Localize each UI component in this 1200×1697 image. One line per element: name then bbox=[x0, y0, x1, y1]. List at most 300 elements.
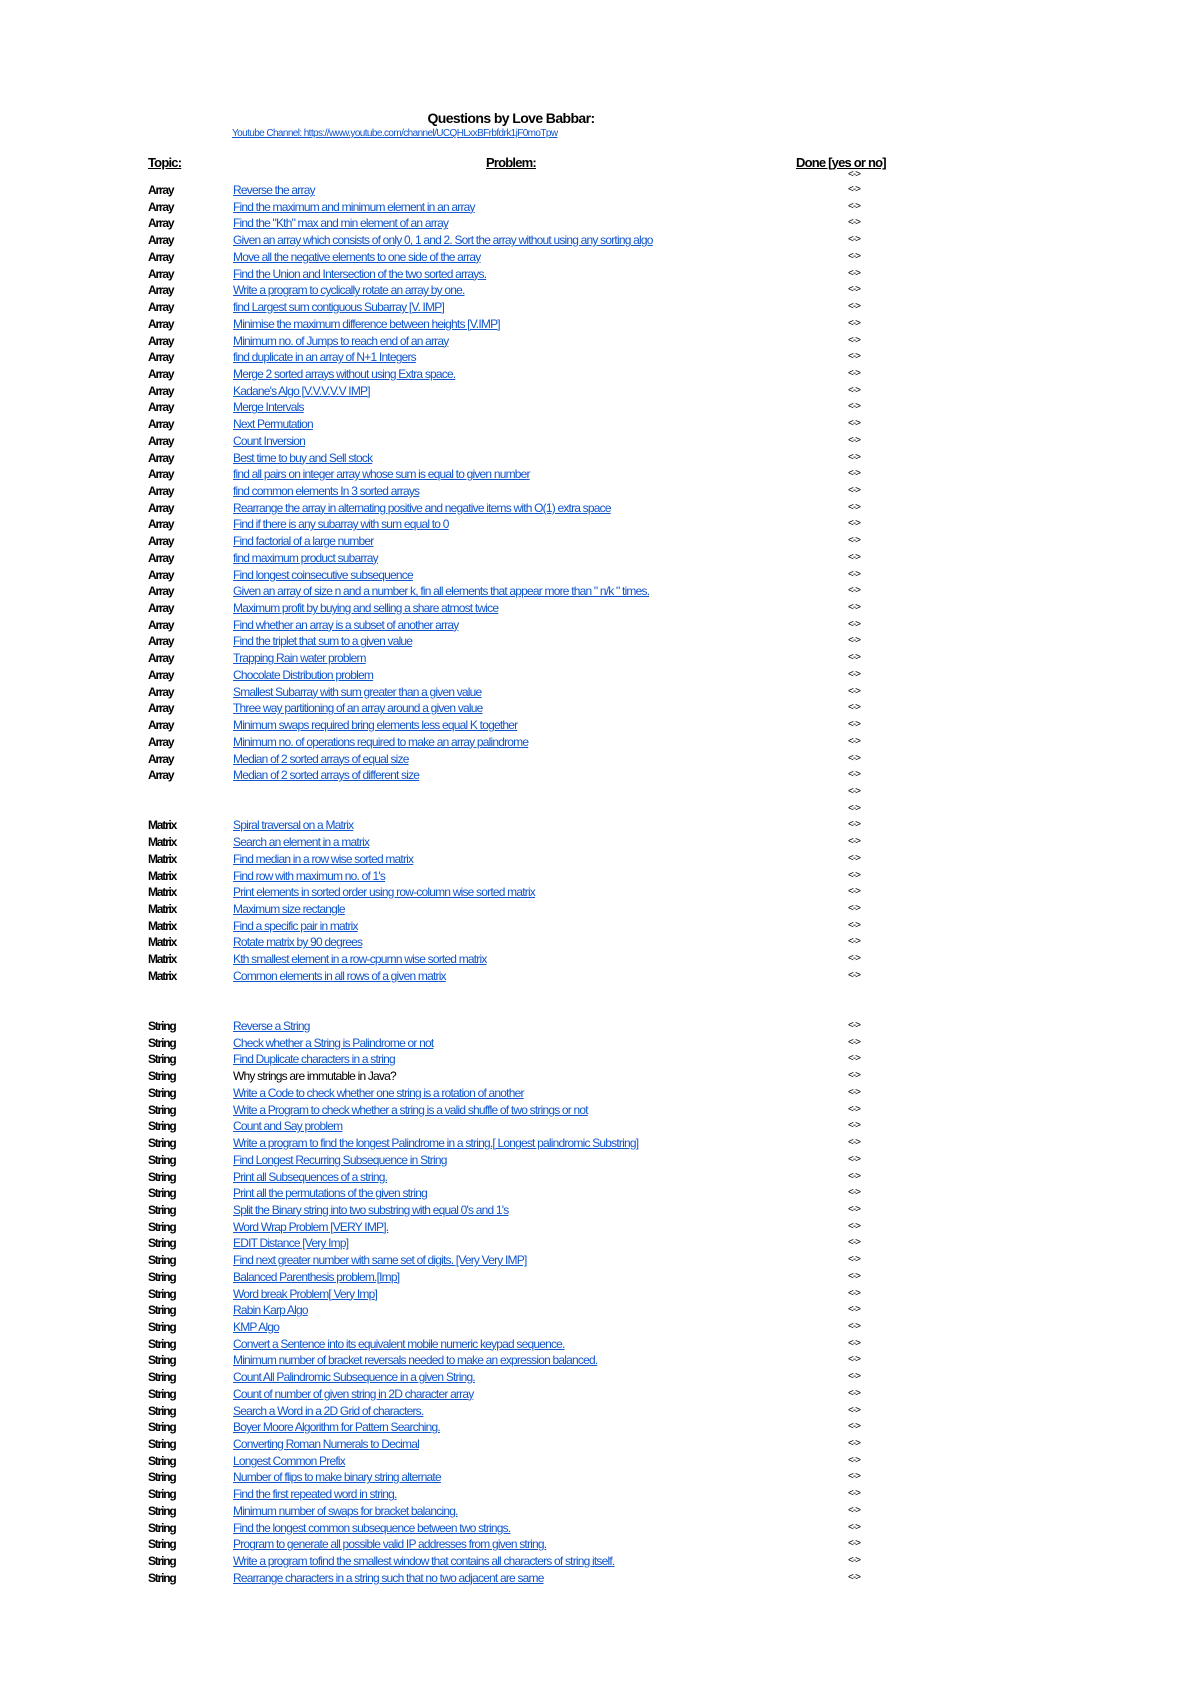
problem-link[interactable]: Balanced Parenthesis problem.[Imp] bbox=[233, 1269, 400, 1284]
done-status: <-> bbox=[848, 969, 861, 981]
problem-link[interactable]: Convert a Sentence into its equivalent mobile numeric keypad sequence. bbox=[233, 1336, 565, 1351]
problem-link[interactable]: Reverse a String bbox=[233, 1019, 310, 1033]
row-topic: Array bbox=[148, 333, 174, 348]
problem-link[interactable]: Spiral traversal on a Matrix bbox=[233, 818, 354, 833]
table-row bbox=[0, 1185, 1200, 1202]
table-row bbox=[0, 1436, 1200, 1453]
row-topic: String bbox=[148, 1520, 176, 1535]
row-topic: Array bbox=[148, 350, 174, 365]
problem-link[interactable]: Find the "Kth" max and min element of an array bbox=[233, 216, 449, 231]
problem-link[interactable]: Maximum profit by buying and selling a share atmost twice bbox=[233, 601, 499, 615]
table-row bbox=[0, 918, 1200, 935]
row-topic: Matrix bbox=[148, 868, 177, 883]
done-status: <-> bbox=[848, 903, 861, 914]
row-topic: String bbox=[148, 1169, 176, 1184]
table-row bbox=[0, 1135, 1200, 1152]
row-topic: Array bbox=[148, 233, 174, 248]
table-row bbox=[0, 266, 1200, 283]
table-row bbox=[0, 249, 1200, 266]
row-topic: Array bbox=[148, 584, 174, 599]
table-row bbox=[0, 1336, 1200, 1353]
problem-link[interactable]: Boyer Moore Algorithm for Pattern Searching. bbox=[233, 1420, 440, 1435]
done-status: <-> bbox=[848, 652, 861, 664]
done-status: <-> bbox=[848, 1153, 861, 1165]
problem-link[interactable]: Find next greater number with same set of digits. [Very Very IMP] bbox=[233, 1253, 527, 1268]
done-status: <-> bbox=[848, 1020, 861, 1031]
row-topic: Array bbox=[148, 484, 174, 498]
table-row bbox=[0, 884, 1200, 901]
problem-link[interactable]: KMP Algo bbox=[233, 1320, 280, 1334]
done-status: <-> bbox=[848, 769, 861, 781]
row-topic: Array bbox=[148, 366, 174, 381]
problem-link[interactable]: Find a specific pair in matrix bbox=[233, 918, 358, 933]
problem-link[interactable]: EDIT Distance [Very Imp] bbox=[233, 1236, 349, 1251]
row-topic: String bbox=[148, 1035, 176, 1050]
row-topic: Array bbox=[148, 667, 174, 682]
table-row bbox=[0, 450, 1200, 467]
done-status: <-> bbox=[848, 802, 861, 814]
table-row bbox=[0, 1553, 1200, 1570]
done-column-header: Done [yes or no] bbox=[796, 155, 886, 170]
row-topic: Matrix bbox=[148, 818, 177, 833]
table-row bbox=[0, 851, 1200, 868]
done-status: <-> bbox=[848, 602, 861, 613]
table-row bbox=[0, 650, 1200, 667]
problem-link[interactable]: Find the longest common subsequence between two strings. bbox=[233, 1520, 511, 1535]
table-row bbox=[0, 1503, 1200, 1520]
table-row bbox=[0, 1302, 1200, 1319]
row-topic: Matrix bbox=[148, 851, 177, 866]
row-topic: String bbox=[148, 1453, 176, 1468]
table-row bbox=[0, 1269, 1200, 1286]
done-status: <-> bbox=[848, 234, 861, 246]
table-row bbox=[0, 567, 1200, 584]
problem-link[interactable]: Find factorial of a large number bbox=[233, 534, 374, 549]
row-topic: String bbox=[148, 1202, 176, 1217]
done-status: <-> bbox=[848, 1571, 861, 1583]
done-status: <-> bbox=[848, 317, 861, 329]
row-topic: String bbox=[148, 1537, 176, 1552]
done-status: <-> bbox=[848, 1404, 861, 1416]
done-status: <-> bbox=[848, 919, 861, 931]
table-row bbox=[0, 817, 1200, 834]
row-topic: Array bbox=[148, 617, 174, 632]
problem-link[interactable]: Number of flips to make binary string alternate bbox=[233, 1470, 441, 1485]
table-row bbox=[0, 600, 1200, 617]
table-row bbox=[0, 1486, 1200, 1503]
done-status: <-> bbox=[848, 886, 861, 898]
row-topic: Array bbox=[148, 517, 174, 532]
table-row bbox=[0, 466, 1200, 483]
done-status: <-> bbox=[848, 1270, 861, 1282]
row-topic: Array bbox=[148, 718, 174, 732]
done-status: <-> bbox=[848, 401, 861, 413]
row-topic: Array bbox=[148, 684, 174, 699]
done-status: <-> bbox=[848, 1086, 861, 1098]
done-status: <-> bbox=[848, 1521, 861, 1533]
row-topic: String bbox=[148, 1286, 176, 1301]
table-row bbox=[0, 834, 1200, 851]
done-status: <-> bbox=[848, 1387, 861, 1399]
done-status: <-> bbox=[848, 1538, 861, 1550]
table-row bbox=[0, 416, 1200, 433]
done-status: <-> bbox=[848, 953, 861, 965]
table-row bbox=[0, 500, 1200, 517]
problem-link[interactable]: find maximum product subarray bbox=[233, 550, 378, 565]
row-topic: String bbox=[148, 1437, 176, 1451]
done-status: <-> bbox=[848, 852, 861, 864]
row-topic: Array bbox=[148, 183, 174, 197]
table-row bbox=[0, 985, 1200, 1002]
done-status: <-> bbox=[848, 1555, 861, 1566]
problem-link[interactable]: Minimum no. of operations required to make an array palindrome bbox=[233, 734, 529, 749]
done-status: <-> bbox=[848, 719, 861, 730]
problem-link[interactable]: Merge Intervals bbox=[233, 400, 304, 415]
done-status: <-> bbox=[848, 1287, 861, 1299]
done-status: <-> bbox=[848, 1137, 861, 1148]
table-row bbox=[0, 1001, 1200, 1018]
problem-link[interactable]: Median of 2 sorted arrays of equal size bbox=[233, 751, 409, 766]
problem-link[interactable]: Find whether an array is a subset of another array bbox=[233, 617, 459, 632]
row-topic: String bbox=[148, 1069, 176, 1084]
row-topic: String bbox=[148, 1470, 176, 1485]
table-row bbox=[0, 751, 1200, 768]
problem-link[interactable]: Count Inversion bbox=[233, 433, 306, 448]
table-row bbox=[0, 533, 1200, 550]
table-row bbox=[0, 1068, 1200, 1085]
done-status: <-> bbox=[848, 1354, 861, 1366]
done-status: <-> bbox=[848, 1187, 861, 1199]
row-topic: String bbox=[148, 1219, 176, 1234]
table-row bbox=[0, 232, 1200, 249]
problem-link[interactable]: Three way partitioning of an array around a given value bbox=[233, 701, 483, 716]
table-row bbox=[0, 383, 1200, 400]
table-row bbox=[0, 182, 1200, 199]
done-status: <-> bbox=[848, 1371, 861, 1383]
table-row bbox=[0, 1085, 1200, 1102]
row-topic: Matrix bbox=[148, 835, 177, 850]
table-row bbox=[0, 333, 1200, 350]
row-topic: String bbox=[148, 1386, 176, 1401]
row-topic: Array bbox=[148, 383, 174, 398]
problem-link[interactable]: Minimise the maximum difference between heights [V.IMP] bbox=[233, 316, 500, 331]
table-row bbox=[0, 1369, 1200, 1386]
problem-link[interactable]: Find median in a row wise sorted matrix bbox=[233, 851, 414, 866]
row-topic: Array bbox=[148, 266, 174, 281]
row-topic: Matrix bbox=[148, 902, 177, 916]
problem-link[interactable]: Print elements in sorted order using row-column wise sorted matrix bbox=[233, 885, 536, 900]
table-row bbox=[0, 366, 1200, 383]
problem-link[interactable]: Reverse the array bbox=[233, 183, 315, 197]
row-topic: Array bbox=[148, 500, 174, 515]
done-status: <-> bbox=[848, 1454, 861, 1466]
problem-link[interactable]: Given an array which consists of only 0, 1 and 2. Sort the array without using any sorting algo bbox=[233, 233, 653, 248]
problem-link[interactable]: Find row with maximum no. of 1's bbox=[233, 868, 386, 883]
problem-link[interactable]: Minimum number of swaps for bracket balancing. bbox=[233, 1503, 458, 1518]
row-topic: Matrix bbox=[148, 952, 177, 967]
problem-link[interactable]: Find the Union and Intersection of the two sorted arrays. bbox=[233, 266, 487, 281]
problem-link[interactable]: Find the first repeated word in string. bbox=[233, 1487, 397, 1502]
table-row bbox=[0, 767, 1200, 784]
problem-link[interactable]: Find Longest Recurring Subsequence in String bbox=[233, 1152, 447, 1167]
problem-link[interactable]: Search a Word in a 2D Grid of characters. bbox=[233, 1403, 424, 1418]
problem-link[interactable]: Write a Code to check whether one string is a rotation of another bbox=[233, 1085, 524, 1100]
problem-link[interactable]: Count of number of given string in 2D character array bbox=[233, 1386, 474, 1401]
problem-link[interactable]: Write a Program to check whether a string is a valid shuffle of two strings or not bbox=[233, 1102, 588, 1117]
done-status: <-> bbox=[848, 702, 861, 714]
done-status: <-> bbox=[848, 284, 861, 296]
row-topic: String bbox=[148, 1320, 176, 1334]
table-row bbox=[0, 1286, 1200, 1303]
row-topic: Array bbox=[148, 300, 174, 314]
row-topic: Array bbox=[148, 400, 174, 415]
problem-link[interactable]: Find the triplet that sum to a given value bbox=[233, 634, 413, 649]
row-topic: Array bbox=[148, 734, 174, 749]
problem-link[interactable]: Best time to buy and Sell stock bbox=[233, 450, 373, 465]
table-row bbox=[0, 1235, 1200, 1252]
topic-column-header: Topic: bbox=[148, 155, 182, 170]
problem-link[interactable]: Median of 2 sorted arrays of different size bbox=[233, 768, 420, 783]
problem-link[interactable]: Next Permutation bbox=[233, 417, 313, 432]
done-status: <-> bbox=[848, 418, 861, 430]
done-status: <-> bbox=[848, 635, 861, 647]
table-row bbox=[0, 1202, 1200, 1219]
table-row bbox=[0, 784, 1200, 801]
problem-link[interactable]: Rabin Karp Algo bbox=[233, 1303, 308, 1318]
table-row bbox=[0, 316, 1200, 333]
row-topic: String bbox=[148, 1186, 176, 1201]
row-topic: Array bbox=[148, 534, 174, 549]
problem-link[interactable]: find Largest sum contiguous Subarray [V. IMP] bbox=[233, 300, 445, 314]
table-row bbox=[0, 1403, 1200, 1420]
done-status: <-> bbox=[848, 434, 861, 446]
done-status: <-> bbox=[848, 735, 861, 747]
table-row bbox=[0, 1570, 1200, 1587]
table-row bbox=[0, 516, 1200, 533]
table-row bbox=[0, 550, 1200, 567]
row-topic: Array bbox=[148, 467, 174, 482]
row-topic: Array bbox=[148, 768, 174, 783]
done-status: <-> bbox=[848, 869, 861, 881]
youtube-channel-link[interactable]: Youtube Channel: https://www.youtube.com/channel/UCQHLxxBFrbfdrk1jF0moTpw bbox=[232, 128, 558, 139]
problem-link[interactable]: Find longest coinsecutive subsequence bbox=[233, 567, 413, 582]
done-status: <-> bbox=[848, 1488, 861, 1500]
problem-link[interactable]: Kth smallest element in a row-cpumn wise sorted matrix bbox=[233, 952, 487, 967]
problem-link[interactable]: Write a program to find the longest Palindrome in a string.[ Longest palindromic Substring] bbox=[233, 1136, 639, 1150]
problem-link[interactable]: Move all the negative elements to one side of the array bbox=[233, 249, 481, 264]
done-status: <-> bbox=[848, 451, 861, 463]
table-row bbox=[0, 1051, 1200, 1068]
done-status: <-> bbox=[848, 668, 861, 680]
table-row bbox=[0, 801, 1200, 818]
problem-link[interactable]: Minimum no. of Jumps to reach end of an array bbox=[233, 333, 449, 348]
problem-link[interactable]: Kadane's Algo [V.V.V.V.V IMP] bbox=[233, 383, 370, 398]
table-row bbox=[0, 633, 1200, 650]
problem-link[interactable]: Find the maximum and minimum element in an array bbox=[233, 199, 475, 214]
table-row bbox=[0, 215, 1200, 232]
row-topic: String bbox=[148, 1353, 176, 1368]
done-status: <-> bbox=[848, 1438, 861, 1449]
done-status: <-> bbox=[848, 518, 861, 530]
row-topic: String bbox=[148, 1102, 176, 1117]
done-status: <-> bbox=[848, 384, 861, 396]
done-status: <-> bbox=[848, 301, 861, 312]
row-topic: String bbox=[148, 1152, 176, 1167]
done-status: <-> bbox=[848, 1421, 861, 1433]
row-topic: Array bbox=[148, 601, 174, 615]
done-status: <-> bbox=[848, 1120, 861, 1132]
table-row bbox=[0, 1520, 1200, 1537]
table-row bbox=[0, 1536, 1200, 1553]
problem-column-header: Problem: bbox=[486, 155, 536, 170]
done-status: <-> bbox=[848, 819, 861, 831]
row-topic: Array bbox=[148, 634, 174, 649]
problem-link[interactable]: Common elements in all rows of a given matrix bbox=[233, 968, 446, 983]
done-status: <-> bbox=[848, 551, 861, 563]
table-row bbox=[0, 868, 1200, 885]
row-topic: Array bbox=[148, 567, 174, 582]
problem-link[interactable]: Find Duplicate characters in a string bbox=[233, 1052, 395, 1067]
done-status: <-> bbox=[848, 1237, 861, 1249]
row-topic: Array bbox=[148, 283, 174, 298]
done-status: <-> bbox=[848, 535, 861, 547]
problem-link[interactable]: Longest Common Prefix bbox=[233, 1453, 345, 1468]
table-row bbox=[0, 1469, 1200, 1486]
row-topic: Matrix bbox=[148, 885, 177, 900]
problem-text: Why strings are immutable in Java? bbox=[233, 1069, 396, 1084]
problem-link[interactable]: Rearrange characters in a string such that no two adjacent are same bbox=[233, 1570, 544, 1585]
row-topic: Array bbox=[148, 433, 174, 448]
table-row bbox=[0, 1352, 1200, 1369]
row-topic: String bbox=[148, 1403, 176, 1418]
row-topic: String bbox=[148, 1085, 176, 1100]
row-topic: Matrix bbox=[148, 968, 177, 983]
done-status: <-> bbox=[848, 1036, 861, 1048]
row-topic: Matrix bbox=[148, 918, 177, 933]
problem-link[interactable]: Print all the permutations of the given string bbox=[233, 1186, 427, 1201]
row-topic: Array bbox=[148, 701, 174, 716]
done-status: <-> bbox=[848, 250, 861, 262]
table-row bbox=[0, 299, 1200, 316]
problem-link[interactable]: Split the Binary string into two substring with equal 0's and 1's bbox=[233, 1202, 509, 1217]
row-topic: Array bbox=[148, 199, 174, 214]
done-status: <-> bbox=[848, 184, 861, 195]
done-status: <-> bbox=[848, 785, 861, 797]
done-status: <-> bbox=[848, 1337, 861, 1349]
done-status: <-> bbox=[848, 200, 861, 212]
done-status: <-> bbox=[848, 1203, 861, 1215]
problem-link[interactable]: Maximum size rectangle bbox=[233, 902, 345, 916]
row-topic: String bbox=[148, 1303, 176, 1318]
row-topic: Array bbox=[148, 751, 174, 766]
done-status-mark: <-> bbox=[848, 169, 861, 180]
table-row bbox=[0, 433, 1200, 450]
done-status: <-> bbox=[848, 836, 861, 848]
row-topic: String bbox=[148, 1269, 176, 1284]
problem-link[interactable]: Converting Roman Numerals to Decimal bbox=[233, 1437, 419, 1451]
table-row bbox=[0, 934, 1200, 951]
table-row bbox=[0, 1319, 1200, 1336]
row-topic: Matrix bbox=[148, 935, 177, 950]
row-topic: String bbox=[148, 1420, 176, 1435]
table-row bbox=[0, 1219, 1200, 1236]
table-row bbox=[0, 667, 1200, 684]
table-row bbox=[0, 734, 1200, 751]
table-row bbox=[0, 349, 1200, 366]
page-title: Questions by Love Babbar: bbox=[427, 110, 595, 126]
row-topic: String bbox=[148, 1370, 176, 1385]
problem-link[interactable]: Merge 2 sorted arrays without using Extra space. bbox=[233, 366, 456, 381]
problem-link[interactable]: find all pairs on integer array whose sum is equal to given number bbox=[233, 467, 530, 482]
done-status: <-> bbox=[848, 1103, 861, 1115]
table-row bbox=[0, 1453, 1200, 1470]
table-row bbox=[0, 1152, 1200, 1169]
done-status: <-> bbox=[848, 1304, 861, 1316]
problem-link[interactable]: Minimum number of bracket reversals needed to make an expression balanced. bbox=[233, 1353, 598, 1368]
row-topic: String bbox=[148, 1052, 176, 1067]
done-status: <-> bbox=[848, 1321, 861, 1332]
problem-link[interactable]: Write a program tofind the smallest window that contains all characters of string itself. bbox=[233, 1554, 615, 1568]
row-topic: Array bbox=[148, 417, 174, 432]
problem-link[interactable]: find common elements In 3 sorted arrays bbox=[233, 484, 420, 498]
problem-link[interactable]: Given an array of size n and a number k, fin all elements that appear more than " n/k " times. bbox=[233, 584, 650, 599]
done-status: <-> bbox=[848, 1170, 861, 1182]
problem-link[interactable]: Write a program to cyclically rotate an array by one. bbox=[233, 283, 465, 298]
done-status: <-> bbox=[848, 936, 861, 948]
row-topic: String bbox=[148, 1253, 176, 1268]
problem-link[interactable]: Trapping Rain water problem bbox=[233, 651, 366, 666]
row-topic: String bbox=[148, 1236, 176, 1251]
done-status: <-> bbox=[848, 367, 861, 379]
table-row bbox=[0, 483, 1200, 500]
table-row bbox=[0, 282, 1200, 299]
problem-link[interactable]: Rotate matrix by 90 degrees bbox=[233, 935, 363, 950]
problem-link[interactable]: Print all Subsequences of a string. bbox=[233, 1169, 388, 1184]
problem-link[interactable]: Smallest Subarray with sum greater than a given value bbox=[233, 684, 482, 699]
done-status: <-> bbox=[848, 1070, 861, 1082]
table-row bbox=[0, 1035, 1200, 1052]
problem-link[interactable]: Search an element in a matrix bbox=[233, 835, 370, 850]
problem-link[interactable]: Program to generate all possible valid IP addresses from given string. bbox=[233, 1537, 547, 1552]
problem-link[interactable]: Minimum swaps required bring elements less equal K together bbox=[233, 718, 518, 732]
done-status: <-> bbox=[848, 501, 861, 513]
problem-link[interactable]: Count All Palindromic Subsequence in a given String. bbox=[233, 1370, 475, 1385]
problem-link[interactable]: find duplicate in an array of N+1 Integers bbox=[233, 350, 416, 365]
table-row bbox=[0, 1386, 1200, 1403]
problem-link[interactable]: Word break Problem[ Very Imp] bbox=[233, 1286, 377, 1301]
row-topic: String bbox=[148, 1119, 176, 1134]
done-status: <-> bbox=[848, 568, 861, 580]
problem-link[interactable]: Find if there is any subarray with sum equal to 0 bbox=[233, 517, 449, 532]
problem-link[interactable]: Rearrange the array in alternating positive and negative items with O(1) extra space bbox=[233, 500, 611, 515]
done-status: <-> bbox=[848, 485, 861, 496]
done-status: <-> bbox=[848, 1220, 861, 1232]
row-topic: Array bbox=[148, 316, 174, 331]
problem-link[interactable]: Chocolate Distribution problem bbox=[233, 667, 374, 682]
problem-link[interactable]: Word Wrap Problem [VERY IMP]. bbox=[233, 1219, 389, 1234]
table-row bbox=[0, 1419, 1200, 1436]
table-row bbox=[0, 199, 1200, 216]
table-row bbox=[0, 583, 1200, 600]
table-row bbox=[0, 901, 1200, 918]
problem-link[interactable]: Check whether a String is Palindrome or not bbox=[233, 1035, 434, 1050]
done-status: <-> bbox=[848, 585, 861, 597]
row-topic: Array bbox=[148, 249, 174, 264]
row-topic: Array bbox=[148, 651, 174, 666]
problem-link[interactable]: Count and Say problem bbox=[233, 1119, 343, 1134]
row-topic: String bbox=[148, 1487, 176, 1502]
table-row bbox=[0, 399, 1200, 416]
